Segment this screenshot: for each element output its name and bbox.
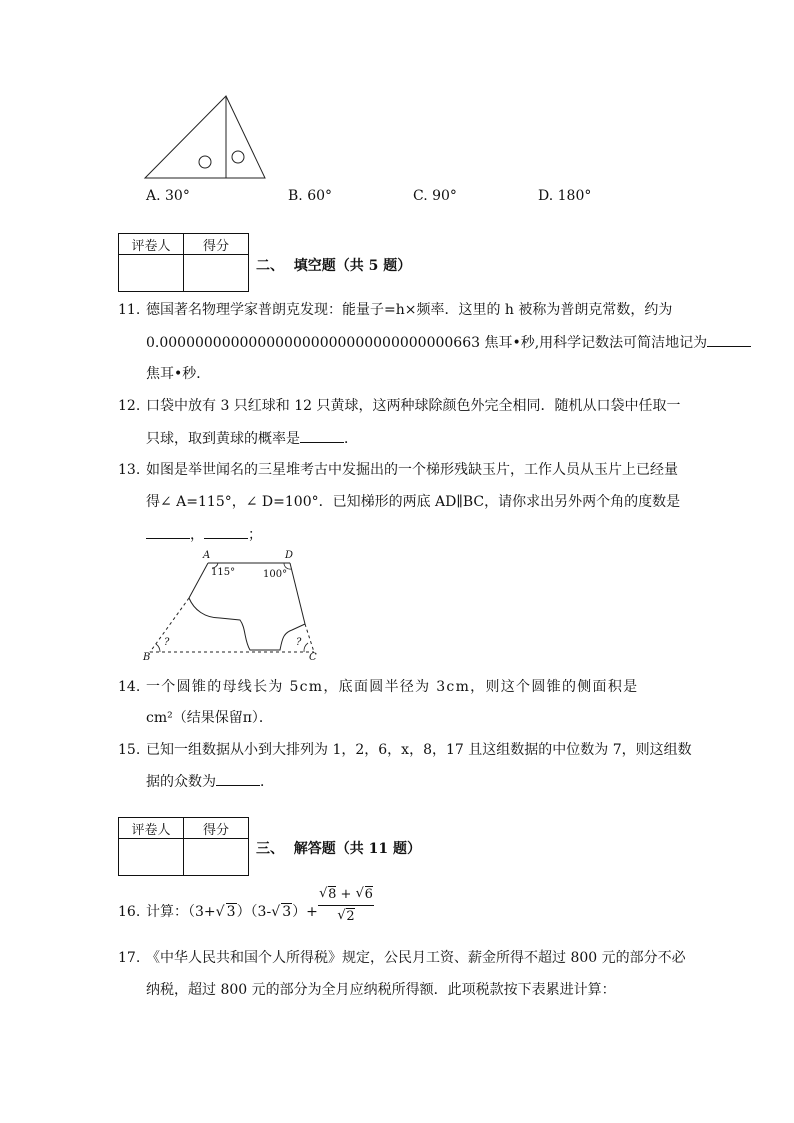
grade-table-section3 — [118, 817, 249, 876]
q11-line2 — [146, 332, 708, 353]
q12-line2 — [146, 428, 686, 449]
q15-line2-end: ． — [260, 774, 274, 790]
fig-angle-d: 100° — [263, 569, 288, 580]
q16-expression — [146, 902, 318, 922]
q13-end: ； — [248, 527, 262, 543]
q11-answer-blank[interactable] — [707, 332, 751, 347]
q11-line3: 焦耳•秒． — [146, 366, 211, 382]
q17-number: 17. — [118, 950, 141, 966]
q11-line1: 德国著名物理学家普朗克发现：能量子=h×频率．这里的 h 被称为普朗克常数，约为 — [146, 302, 673, 318]
q12-line1: 口袋中放有 3 只红球和 12 只黄球，这两种球除颜色外完全相同．随机从口袋中任取一 — [146, 398, 681, 414]
q16-part3: ）+ — [292, 904, 318, 920]
score-cell — [184, 839, 249, 876]
q13-line3 — [146, 524, 686, 545]
q13-number: 13. — [118, 462, 141, 478]
q14-line1: 一个圆锥的母线长为 5cm，底面圆半径为 3cm，则这个圆锥的侧面积是 — [146, 679, 639, 695]
radicand-6: 6 — [364, 887, 373, 902]
radicand-2: 2 — [346, 909, 355, 924]
choice-d: D. 180° — [538, 188, 592, 204]
fig-label-d: D — [285, 550, 294, 561]
grade-table-section2 — [118, 233, 249, 292]
fig-label-c: C — [309, 652, 317, 663]
q15-number: 15. — [118, 742, 141, 758]
radicand-3-b: 3 — [282, 904, 292, 920]
fraction-denominator — [318, 906, 374, 926]
q12-line2-end: ． — [344, 431, 358, 447]
fig-angle-a: 115° — [211, 567, 236, 578]
section2-num: 二、 — [256, 258, 284, 274]
fig-angle-c-unknown: ? — [296, 637, 302, 648]
q13-line1: 如图是举世闻名的三星堆考古中发掘出的一个梯形残缺玉片，工作人员从玉片上已经量 — [146, 462, 678, 478]
q16-number: 16. — [118, 904, 141, 920]
q16-fraction — [318, 886, 374, 926]
score-header: 得分 — [184, 818, 249, 839]
sqrt-6: √ 6 — [355, 886, 373, 902]
fraction-numerator — [318, 886, 374, 906]
fig-label-b: B — [143, 652, 151, 663]
q17-line1: 《中华人民共和国个人所得税》规定，公民月工资、薪金所得不超过 800 元的部分不必 — [146, 950, 686, 966]
q11-number: 11. — [118, 302, 141, 318]
q15-line2 — [146, 771, 686, 792]
score-cell — [184, 255, 249, 292]
q12-answer-blank[interactable] — [300, 428, 344, 443]
sqrt-8: √ 8 — [319, 886, 337, 902]
grader-header: 评卷人 — [119, 818, 184, 839]
score-header: 得分 — [184, 234, 249, 255]
q12-number: 12. — [118, 398, 141, 414]
q14-number: 14. — [118, 679, 141, 695]
section3-title — [256, 838, 421, 858]
q13-line2: 得∠ A=115°，∠ D=100°．已知梯形的两底 AD∥BC，请你求出另外两个角的度数是 — [146, 494, 681, 510]
q16-part1: （3+ — [188, 904, 216, 920]
sqrt-2: √ 2 — [337, 908, 355, 924]
q15-answer-blank[interactable] — [216, 771, 260, 786]
choice-c: C. 90° — [413, 188, 457, 204]
section2-text: 填空题（共 5 题） — [293, 258, 412, 274]
fig-label-a: A — [203, 550, 211, 561]
fig-angle-b-unknown: ? — [164, 637, 170, 648]
fraction-plus: + — [336, 887, 356, 902]
q12-line2-text: 只球，取到黄球的概率是 — [146, 431, 300, 447]
q15-line2-text: 据的众数为 — [146, 774, 216, 790]
q13-answer-blank-2[interactable] — [204, 524, 248, 539]
section3-text: 解答题（共 11 题） — [293, 841, 421, 857]
q13-sep: ， — [190, 527, 204, 543]
section2-title — [256, 255, 411, 275]
radicand-3-a: 3 — [226, 904, 236, 920]
radicand-8: 8 — [328, 887, 337, 902]
q17-line2: 纳税，超过 800 元的部分为全月应纳税所得额．此项税款按下表累进计算： — [146, 982, 616, 998]
q13-answer-blank-1[interactable] — [146, 524, 190, 539]
choice-a: A. 30° — [146, 188, 190, 204]
grader-cell — [119, 255, 184, 292]
section3-num: 三、 — [256, 841, 284, 857]
sqrt-3-a: √ 3 — [215, 904, 236, 920]
q16-part2: ）（3- — [236, 904, 272, 920]
grader-cell — [119, 839, 184, 876]
sqrt-3-b: √ 3 — [271, 904, 292, 920]
q15-line1: 已知一组数据从小到大排列为 1，2，6，x，8，17 且这组数据的中位数为 7，则这组数 — [146, 742, 692, 758]
q16-label: 计算： — [146, 904, 188, 920]
q14-line2: cm²（结果保留π）． — [146, 710, 273, 726]
q11-line2-text: 0.000000000000000000000000000000000663 焦耳•秒,用科学记数法可简洁地记为 — [146, 335, 708, 351]
grader-header: 评卷人 — [119, 234, 184, 255]
choice-b: B. 60° — [288, 188, 333, 204]
